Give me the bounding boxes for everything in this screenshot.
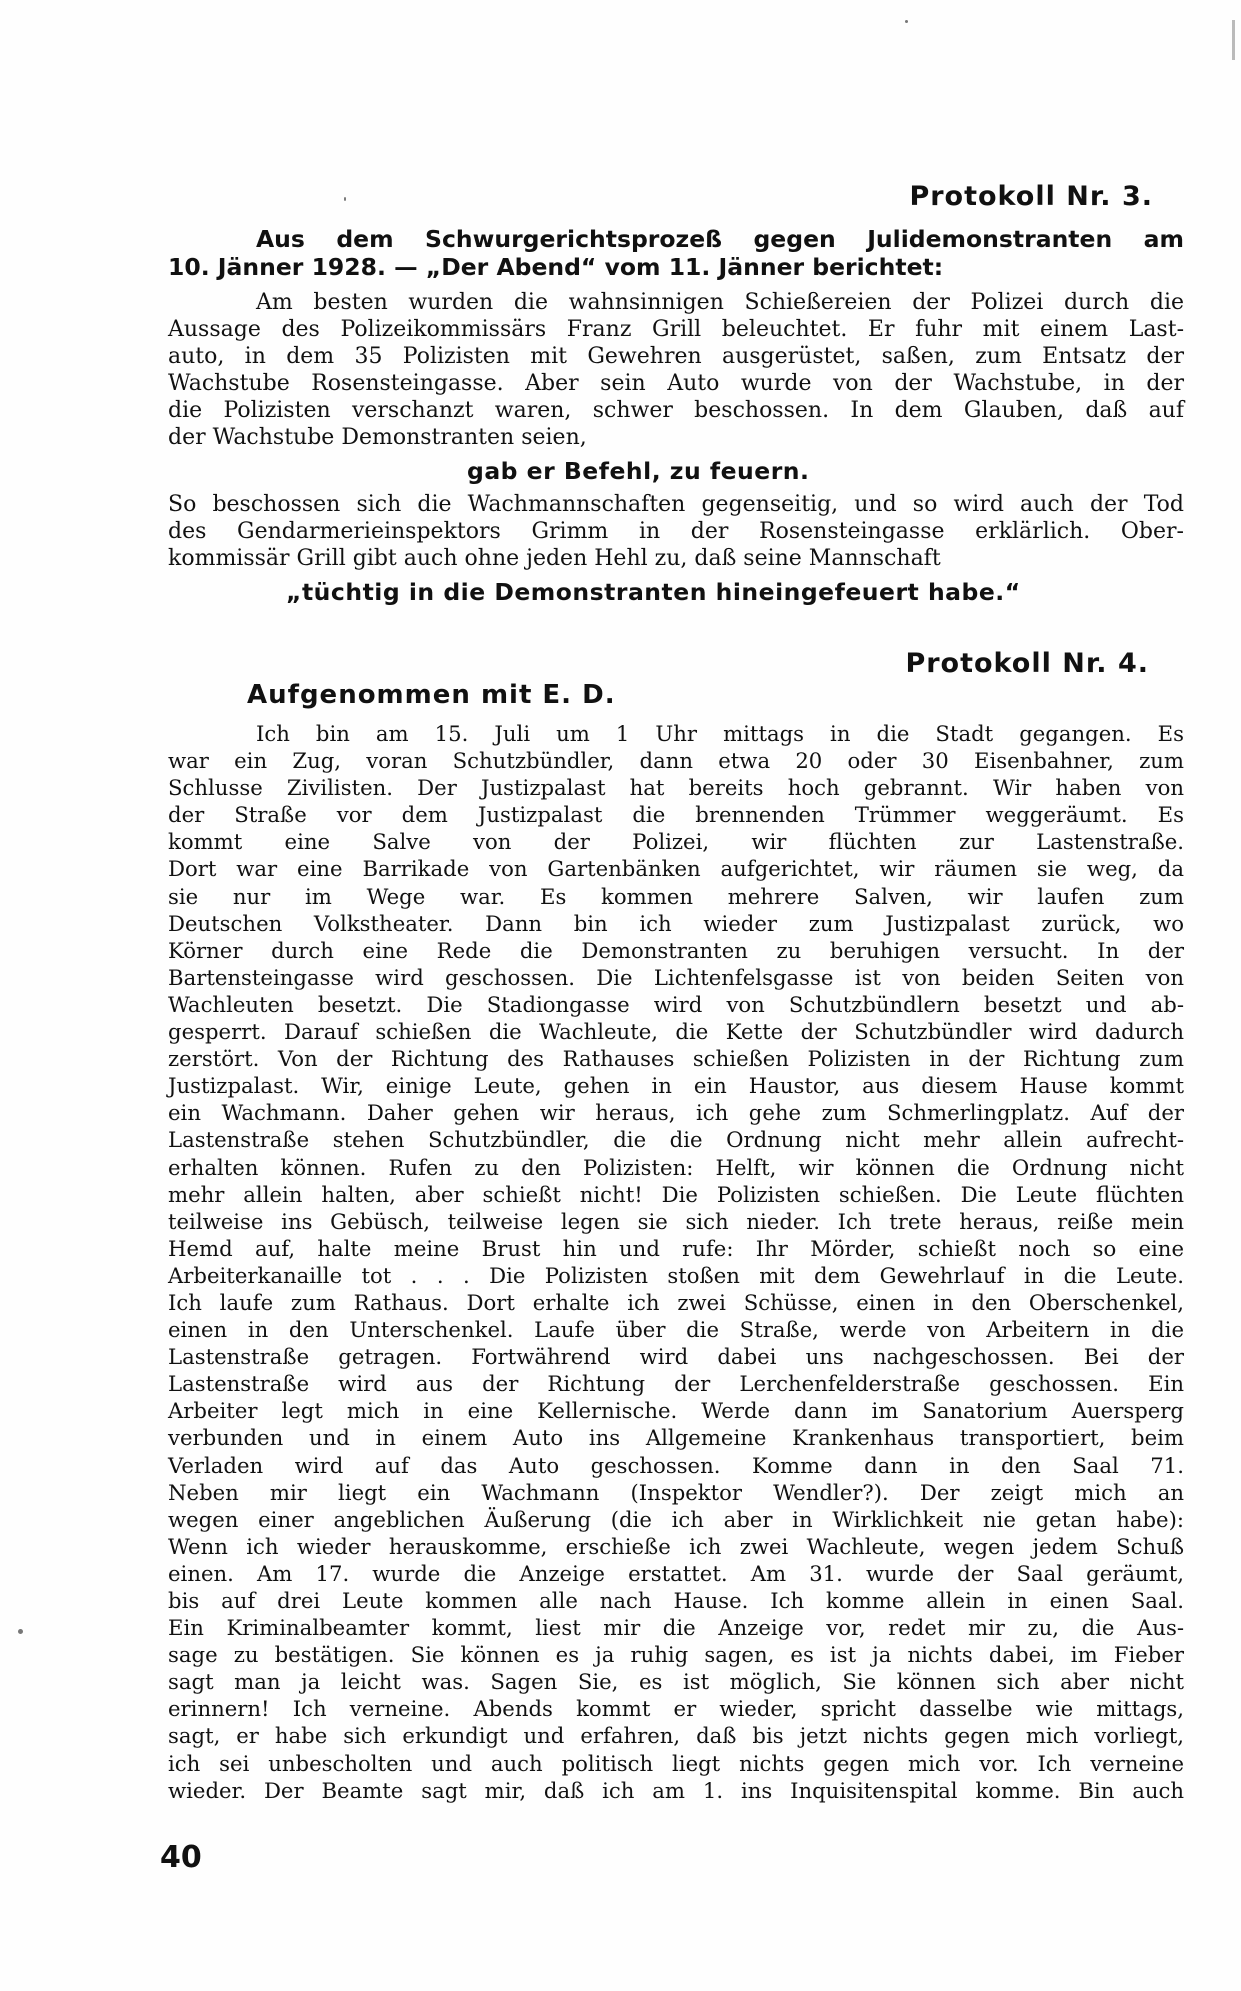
body-line: Aussage des Polizeikommissärs Franz Grill beleuchtet. Er fuhr mit einem Last-	[168, 317, 1184, 342]
body-line: Arbeiterkanaille tot . . . Die Polizisten stoßen mit dem Gewehrlauf in die Leute.	[168, 1262, 1184, 1288]
protocol-4-body	[168, 720, 1184, 1804]
body-line: auto, in dem 35 Polizisten mit Gewehren ausgerüstet, saßen, zum Entsatz der	[168, 344, 1184, 369]
body-line: sagt, er habe sich erkundigt und erfahren, daß bis jetzt nichts gegen mich vorliegt,	[168, 1723, 1184, 1749]
body-line: einen in den Unterschenkel. Laufe über die Straße, werde von Arbeitern in die	[168, 1317, 1184, 1343]
body-line: bis auf drei Leute kommen alle nach Hause. Ich komme allein in einen Saal.	[168, 1588, 1184, 1613]
protocol-3-body	[168, 289, 1184, 451]
body-line: sage zu bestätigen. Sie können es ja ruhig sagen, es ist ja nichts dabei, im Fieber	[168, 1642, 1184, 1668]
body-line: war ein Zug, voran Schutzbündler, dann etwa 20 oder 30 Eisenbahner, zum	[168, 748, 1184, 774]
body-line: gesperrt. Darauf schießen die Wachleute, die Kette der Schutzbündler wird dadurch	[168, 1019, 1184, 1045]
body-line: Am besten wurden die wahnsinnigen Schießereien der Polizei durch die	[256, 290, 1184, 315]
paper-edge-mark	[1232, 20, 1235, 60]
protocol-3-heading: Protokoll Nr. 3.	[909, 181, 1153, 212]
emphasis-quote: „tüchtig in die Demonstranten hineingefeuert habe.“	[286, 578, 1021, 606]
body-line: kommt eine Salve von der Polizei, wir flüchten zur Lastenstraße.	[168, 829, 1184, 855]
body-line: des Gendarmerieinspektors Grimm in der Rosensteingasse erklärlich. Ober-	[168, 519, 1184, 544]
paper-speck	[344, 197, 346, 201]
body-line: Ich laufe zum Rathaus. Dort erhalte ich zwei Schüsse, einen in den Oberschenkel,	[168, 1289, 1184, 1315]
body-line: Dort war eine Barrikade von Gartenbänken aufgerichtet, wir räumen sie weg, da	[168, 856, 1184, 882]
body-line: Lastenstraße wird aus der Richtung der Lerchenfelderstraße geschossen. Ein	[168, 1371, 1184, 1397]
protocol-4-heading: Protokoll Nr. 4.	[905, 648, 1149, 679]
protocol-4-subheading: Aufgenommen mit E. D.	[247, 680, 616, 710]
paper-speck	[18, 1629, 23, 1634]
body-line: ein Wachmann. Daher gehen wir heraus, ich gehe zum Schmerlingplatz. Auf der	[168, 1100, 1184, 1126]
body-line: Justizpalast. Wir, einige Leute, gehen in ein Haustor, aus diesem Hause kommt	[168, 1073, 1184, 1099]
body-line: Wachstube Rosensteingasse. Aber sein Auto wurde von der Wachstube, in der	[168, 371, 1184, 396]
emphasis-befehl: gab er Befehl, zu feuern.	[467, 457, 810, 485]
body-line: einen. Am 17. wurde die Anzeige erstattet. Am 31. wurde der Saal geräumt,	[168, 1560, 1184, 1586]
body-line: Deutschen Volkstheater. Dann bin ich wieder zum Justizpalast zurück, wo	[168, 910, 1184, 936]
body-line: Arbeiter legt mich in eine Kellernische. Werde dann im Sanatorium Auersperg	[168, 1398, 1184, 1424]
body-line: So beschossen sich die Wachmannschaften gegenseitig, und so wird auch der Tod	[168, 492, 1184, 517]
body-line: Wenn ich wieder herauskomme, erschieße ich zwei Wachleute, wegen jedem Schuß	[168, 1533, 1184, 1559]
body-line: sagt man ja leicht was. Sagen Sie, es ist möglich, Sie können sich aber nicht	[168, 1669, 1184, 1695]
body-line: verbunden und in einem Auto ins Allgemeine Krankenhaus transportiert, beim	[168, 1425, 1184, 1451]
body-line: erinnern! Ich verneine. Abends kommt er wieder, spricht dasselbe wie mittags,	[168, 1696, 1184, 1722]
body-line: die Polizisten verschanzt waren, schwer beschossen. In dem Glauben, daß auf	[168, 398, 1184, 423]
paper-speck	[905, 20, 908, 23]
body-line: teilweise ins Gebüsch, teilweise legen sie sich nieder. Ich trete heraus, reiße mein	[168, 1208, 1184, 1234]
body-line: Ich bin am 15. Juli um 1 Uhr mittags in die Stadt gegangen. Es	[256, 721, 1184, 746]
body-line: Neben mir liegt ein Wachmann (Inspektor Wendler?). Der zeigt mich an	[168, 1479, 1184, 1505]
body-line: der Wachstube Demonstranten seien,	[168, 425, 587, 450]
body-line: erhalten können. Rufen zu den Polizisten: Helft, wir können die Ordnung nicht	[168, 1154, 1184, 1180]
page-number: 40	[160, 1840, 202, 1875]
body-line: Körner durch eine Rede die Demonstranten zu beruhigen versucht. In der	[168, 937, 1184, 963]
body-line: Lastenstraße stehen Schutzbündler, die die Ordnung nicht mehr allein aufrecht-	[168, 1127, 1184, 1153]
body-line: Ein Kriminalbeamter kommt, liest mir die Anzeige vor, redet mir zu, die Aus-	[168, 1615, 1184, 1641]
body-line: Wachleuten besetzt. Die Stadiongasse wird von Schutzbündlern besetzt und ab-	[168, 991, 1184, 1017]
body-line: Lastenstraße getragen. Fortwährend wird dabei uns nachgeschossen. Bei der	[168, 1344, 1184, 1370]
protocol-3-continuation	[168, 491, 1184, 572]
body-line: Hemd auf, halte meine Brust hin und rufe: Ihr Mörder, schießt noch so eine	[168, 1235, 1184, 1261]
body-line: der Straße vor dem Justizpalast die brennenden Trümmer weggeräumt. Es	[168, 802, 1184, 828]
body-line: mehr allein halten, aber schießt nicht! Die Polizisten schießen. Die Leute flüchten	[168, 1181, 1184, 1207]
body-line: Bartensteingasse wird geschossen. Die Lichtenfelsgasse ist von beiden Seiten von	[168, 964, 1184, 990]
body-line: wegen einer angeblichen Äußerung (die ich aber in Wirklichkeit nie getan habe):	[168, 1506, 1184, 1532]
protocol-3-intro	[168, 225, 1184, 281]
body-line: sie nur im Wege war. Es kommen mehrere Salven, wir laufen zum	[168, 883, 1184, 909]
body-line: Verladen wird auf das Auto geschossen. Komme dann in den Saal 71.	[168, 1452, 1184, 1478]
body-line: zerstört. Von der Richtung des Rathauses schießen Polizisten in der Richtung zum	[168, 1046, 1184, 1072]
intro-line: Aus dem Schwurgerichtsprozeß gegen Julidemonstranten am	[256, 225, 1184, 253]
intro-line: 10. Jänner 1928. — „Der Abend“ vom 11. Jänner berichtet:	[168, 253, 944, 281]
body-line: wieder. Der Beamte sagt mir, daß ich am 1. ins Inquisitenspital komme. Bin auch	[168, 1777, 1184, 1803]
body-line: ich sei unbescholten und auch politisch liegt nichts gegen mich vor. Ich verneine	[168, 1750, 1184, 1776]
body-line: Schlusse Zivilisten. Der Justizpalast hat bereits hoch gebrannt. Wir haben von	[168, 775, 1184, 801]
body-line: kommissär Grill gibt auch ohne jeden Hehl zu, daß seine Mannschaft	[168, 546, 941, 571]
